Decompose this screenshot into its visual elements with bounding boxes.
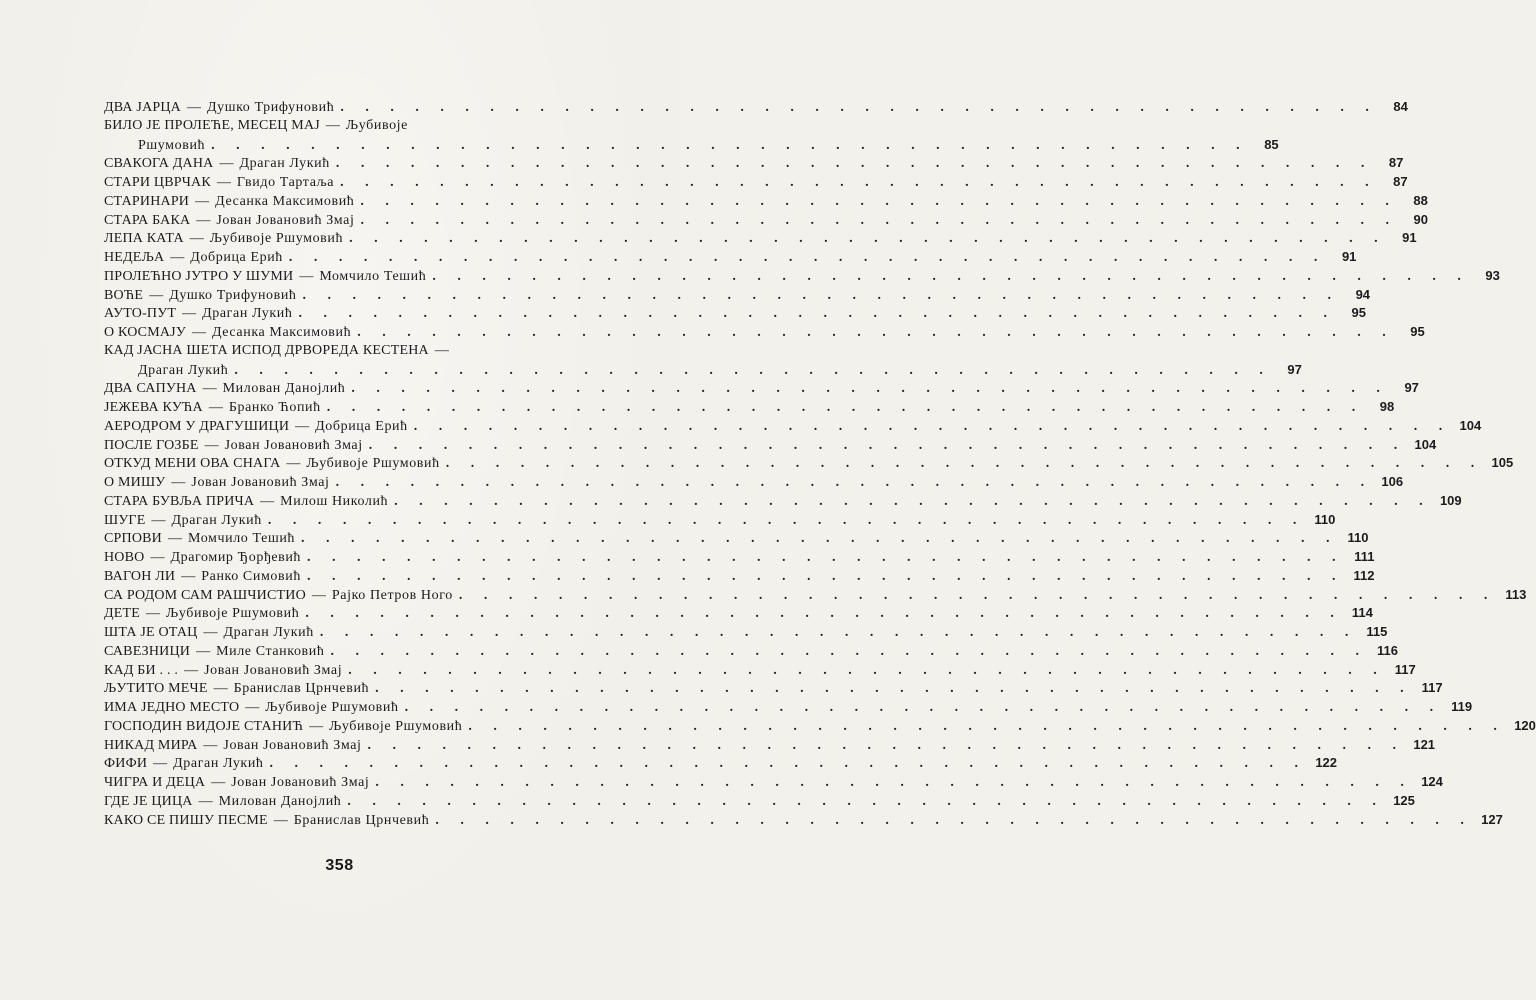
poem-title: ОТКУД МЕНИ ОВА СНАГА [104, 456, 281, 472]
toc-entry [104, 229, 1417, 248]
poem-title: СА РОДОМ САМ РАШЧИСТИО [104, 587, 306, 603]
toc-page-number: 95 [1410, 324, 1425, 339]
toc-page-number: 90 [1413, 211, 1428, 227]
poem-title: О МИШУ [104, 475, 166, 490]
dot-leader: . . . . . . . . . . . . . . . . . . . . . . . . . . . . . . . . . . . . . . . . . . [375, 681, 1413, 697]
poem-author: Љубивоје Ршумовић [209, 231, 344, 247]
dot-leader: . . . . . . . . . . . . . . . . . . . . . . . . . . . . . . . . . . . . . . . . . . [288, 250, 1327, 265]
poem-author: Ранко Симовић [201, 568, 301, 584]
poem-author: Душко Трифуновић [206, 100, 335, 115]
poem-title: НОВО [104, 550, 145, 565]
toc-entry-title-line [104, 530, 295, 549]
dot-leader: . . . . . . . . . . . . . . . . . . . . . . . . . . . . . . . . . . . . . . . . . . [404, 700, 1443, 715]
toc-page-number: 116 [1376, 642, 1398, 658]
poem-title: ВАГОН ЛИ [104, 568, 176, 584]
toc-entry [104, 454, 1514, 473]
poem-author: Гвидо Тартаља [236, 175, 335, 190]
toc-page-number: 84 [1393, 99, 1408, 114]
poem-author: Љубивоје Ршумовић [306, 456, 440, 472]
toc-entry [104, 379, 1419, 398]
title-author-dash: — [153, 756, 168, 772]
toc-entry-title-line [104, 605, 299, 624]
poem-author: Десанка Максимовић [211, 325, 352, 340]
title-author-dash: — [171, 475, 186, 490]
title-author-dash: — [204, 437, 219, 453]
toc-entry [104, 267, 1500, 286]
poem-title: НИКАД МИРА [104, 737, 198, 753]
toc-page-number: 94 [1355, 286, 1371, 302]
poem-title: КАД ЈАСНА ШЕТА ИСПОД ДРВОРЕДА КЕСТЕНА [104, 342, 429, 358]
toc-entry-title-line [104, 380, 345, 399]
toc-entry [104, 304, 1366, 323]
dot-leader: . . . . . . . . . . . . . . . . . . . . . . . . . . . . . . . . . . . . . . . . . . [357, 325, 1395, 340]
toc-entry-title-line [104, 793, 341, 812]
toc-entry [104, 773, 1443, 792]
toc-page-number: 122 [1315, 755, 1338, 771]
poem-author: Драган Лукић [202, 306, 293, 322]
toc-entry [104, 248, 1357, 267]
toc-page-number: 85 [1264, 136, 1279, 152]
poem-title: КАКО СЕ ПИШУ ПЕСМЕ [104, 812, 268, 828]
toc-entry-continuation [104, 361, 1302, 380]
title-author-dash: — [186, 100, 201, 115]
toc-entry [104, 492, 1462, 511]
title-author-dash: — [182, 306, 197, 322]
poem-title: СТАРИНАРИ [104, 193, 190, 209]
poem-author: Љубивоје Ршумовић [329, 718, 463, 734]
title-author-dash: — [208, 400, 223, 415]
toc-page-number: 91 [1402, 230, 1417, 246]
toc-entry-title-line [104, 737, 362, 756]
toc-entry [104, 154, 1404, 173]
poem-title: ЈЕЖЕВА КУЋА [104, 400, 203, 415]
toc-entry [104, 511, 1336, 530]
title-author-dash: — [196, 643, 211, 659]
toc-page-number: 119 [1451, 699, 1473, 714]
poem-author: Јован Јовановић Змај [231, 775, 370, 790]
dot-leader: . . . . . . . . . . . . . . . . . . . . . . . . . . . . . . . . . . . . . . . . . . [269, 756, 1308, 772]
toc-entry [104, 98, 1408, 117]
toc-page-number: 91 [1341, 249, 1357, 264]
toc-entry-title-line [104, 587, 453, 606]
toc-page-number: 87 [1393, 174, 1408, 189]
toc-entry-title-line [104, 812, 429, 831]
dot-leader: . . . . . . . . . . . . . . . . . . . . . . . . . . . . . . . . . . . . . . . . . . [367, 737, 1406, 753]
title-author-dash: — [286, 456, 301, 472]
dot-leader: . . . . . . . . . . . . . . . . . . . . . . . . . . . . . . . . . . . . . . . . . . [445, 456, 1484, 472]
toc-entry [104, 661, 1416, 680]
toc-entry [104, 623, 1388, 642]
title-author-dash: — [219, 156, 234, 172]
poem-author: Јован Јовановић Змај [224, 437, 363, 453]
toc-entry [104, 323, 1425, 342]
dot-leader: . . . . . . . . . . . . . . . . . . . . . . . . . . . . . . . . . . . . . . . . . . [348, 662, 1386, 678]
title-author-dash: — [198, 793, 213, 809]
title-author-dash: — [170, 250, 185, 265]
toc-entry-title-line [104, 549, 301, 568]
toc-entry-title-line [104, 774, 369, 793]
poem-title: ПОСЛЕ ГОЗБЕ [104, 437, 199, 453]
toc-entry-title-line [104, 568, 301, 587]
toc-entry-title-line [104, 193, 354, 212]
toc-entry-title-line [104, 399, 321, 418]
toc-entry [104, 717, 1536, 736]
poem-author: Десанка Максимовић [215, 193, 355, 209]
toc-entry-title-line [104, 624, 314, 643]
dot-leader: . . . . . . . . . . . . . . . . . . . . . . . . . . . . . . . . . . . . . . . . . . [301, 531, 1339, 547]
toc-entry-title-line [104, 212, 354, 231]
dot-leader: . . . . . . . . . . . . . . . . . . . . . . . . . . . . . . . . . . . . . . . . . . [375, 775, 1413, 790]
toc-entry [104, 586, 1527, 605]
poem-title: ДВА САПУНА [104, 381, 197, 397]
toc-page-number: 106 [1381, 474, 1404, 489]
poem-title: СВАКОГА ДАНА [104, 156, 214, 172]
toc-entry-title-line [104, 437, 363, 456]
title-author-dash: — [245, 700, 260, 715]
toc-entry [104, 604, 1373, 623]
toc-entry [104, 679, 1443, 698]
dot-leader: . . . . . . . . . . . . . . . . . . . . . . . . . . . . . . . . . . . . . . . . . . [413, 418, 1452, 434]
dot-leader: . . . . . . . . . . . . . . . . . . . . . . . . . . . . . . . . . . . . . . . . . . [360, 212, 1398, 228]
title-author-dash: — [202, 381, 217, 397]
toc-entry-title-line [104, 718, 462, 737]
toc-entry-title-line [104, 680, 369, 699]
toc-entry [104, 211, 1428, 230]
dot-leader: . . . . . . . . . . . . . . . . . . . . . . . . . . . . . . . . . . . . . . . . . . [368, 437, 1407, 453]
poem-title: САВЕЗНИЦИ [104, 643, 191, 659]
poem-title: ДВА ЈАРЦА [104, 100, 181, 115]
poem-author: Драган Лукић [239, 156, 330, 172]
dot-leader: . . . . . . . . . . . . . . . . . . . . . . . . . . . . . . . . . . . . . . . . . . [458, 587, 1497, 603]
title-author-dash: — [273, 812, 288, 828]
poem-title: ЉУТИТО МЕЧЕ [104, 681, 208, 697]
toc-entry [104, 286, 1371, 305]
toc-page-number: 98 [1379, 399, 1395, 414]
poem-title: ШТА ЈЕ ОТАЦ [104, 625, 198, 640]
title-author-dash: — [203, 737, 218, 753]
toc-entry-title-line [104, 662, 342, 681]
toc-entry-title-line [104, 324, 351, 343]
dot-leader: . . . . . . . . . . . . . . . . . . . . . . . . . . . . . . . . . . . . . . . . . . [394, 493, 1432, 509]
toc-page-number: 120 [1514, 717, 1536, 733]
poem-author: Рајко Петров Ного [331, 587, 453, 603]
poem-author: Добрица Ерић [315, 418, 408, 434]
title-author-dash: — [189, 231, 204, 247]
toc-page-number: 104 [1414, 436, 1437, 452]
title-author-dash: — [211, 775, 226, 790]
toc-entry [104, 642, 1398, 661]
title-author-dash: — [295, 418, 310, 434]
dot-leader: . . . . . . . . . . . . . . . . . . . . . . . . . . . . . . . . . . . . . . . . . . [307, 550, 1345, 565]
poem-author: Јован Јовановић Змај [204, 662, 343, 678]
poem-title: КАД БИ . . . [104, 662, 179, 678]
toc-entry-title-line [104, 699, 399, 718]
poem-author: Добрица Ерић [190, 250, 283, 265]
toc-entry-title-line [104, 493, 388, 512]
toc-entry-title-line [104, 418, 408, 437]
toc-page-number: 104 [1459, 417, 1482, 433]
toc-entry-title-line [104, 512, 262, 531]
dot-leader: . . . . . . . . . . . . . . . . . . . . . . . . . . . . . . . . . . . . . . . . . . [435, 812, 1473, 828]
toc-page-number: 117 [1394, 661, 1416, 677]
poem-author: Момчило Тешић [188, 531, 296, 547]
poem-title: АУТО-ПУТ [104, 306, 177, 322]
poem-title: ДЕТЕ [104, 606, 141, 622]
title-author-dash: — [151, 512, 166, 528]
toc-page-number: 95 [1351, 305, 1366, 321]
poem-author: Бранислав Црнчевић [233, 681, 370, 697]
title-author-dash: — [149, 287, 164, 303]
table-of-contents [104, 98, 1536, 829]
dot-leader: . . . . . . . . . . . . . . . . . . . . . . . . . . . . . . . . . . . . . . . . . . [349, 231, 1387, 247]
poem-title: ИМА ЈЕДНО МЕСТО [104, 700, 240, 715]
toc-page-number: 115 [1366, 624, 1388, 639]
poem-author: Драгомир Ђорђевић [170, 550, 302, 565]
title-author-dash: — [434, 342, 449, 358]
poem-title: О КОСМАЈУ [104, 325, 186, 340]
dot-leader: . . . . . . . . . . . . . . . . . . . . . . . . . . . . . . . . . . . . . . . . . . [432, 268, 1470, 284]
toc-entry [104, 417, 1482, 436]
toc-entry [104, 117, 613, 136]
title-author-dash: — [203, 625, 218, 640]
poem-author: Миле Станковић [216, 643, 325, 659]
toc-page-number: 110 [1314, 511, 1336, 527]
toc-entry-title-line [104, 643, 324, 662]
toc-entry-title-line [104, 268, 426, 287]
poem-title: БИЛО ЈЕ ПРОЛЕЋЕ, МЕСЕЦ МАЈ [104, 117, 320, 133]
toc-page-number: 111 [1354, 549, 1375, 564]
toc-page-number: 87 [1388, 155, 1404, 171]
toc-entry [104, 342, 613, 361]
dot-leader: . . . . . . . . . . . . . . . . . . . . . . . . . . . . . . . . . . . . . . . . . . [305, 606, 1343, 622]
poem-author: Љубивоје [345, 117, 408, 133]
poem-author: Љубивоје Ршумовић [265, 700, 399, 715]
dot-leader: . . . . . . . . . . . . . . . . . . . . . . . . . . . . . . . . . . . . . . . . . . [211, 137, 1249, 153]
toc-page-number: 114 [1351, 605, 1373, 621]
poem-author: Љубивоје Ршумовић [166, 606, 300, 622]
poem-title: ФИФИ [104, 756, 148, 772]
poem-title: ЛЕПА КАТА [104, 231, 184, 247]
dot-leader: . . . . . . . . . . . . . . . . . . . . . . . . . . . . . . . . . . . . . . . . . . [306, 568, 1345, 584]
dot-leader: . . . . . . . . . . . . . . . . . . . . . . . . . . . . . . . . . . . . . . . . . . [330, 643, 1368, 659]
toc-entry [104, 398, 1395, 417]
toc-entry-title-line [104, 230, 343, 249]
toc-entry [104, 548, 1375, 567]
toc-entry [104, 192, 1428, 211]
toc-entry [104, 567, 1375, 586]
poem-author: Драган Лукић [173, 756, 264, 772]
dot-leader: . . . . . . . . . . . . . . . . . . . . . . . . . . . . . . . . . . . . . . . . . . [468, 718, 1506, 734]
dot-leader: . . . . . . . . . . . . . . . . . . . . . . . . . . . . . . . . . . . . . . . . . . [298, 306, 1336, 322]
toc-entry-title-line [104, 755, 264, 774]
title-author-dash: — [195, 193, 210, 209]
title-author-dash: — [216, 175, 231, 190]
poem-title: НЕДЕЉА [104, 250, 165, 265]
toc-entry [104, 529, 1369, 548]
title-author-dash: — [299, 268, 314, 284]
toc-entry [104, 473, 1404, 492]
poem-title: СТАРИ ЦВРЧАК [104, 175, 211, 190]
poem-title: СРПОВИ [104, 531, 162, 547]
toc-page-number: 125 [1393, 792, 1415, 808]
toc-page-number: 110 [1347, 530, 1369, 546]
toc-entry-title-line [104, 287, 297, 306]
toc-entry-title-line [104, 99, 334, 118]
poem-title: ПРОЛЕЋНО ЈУТРО У ШУМИ [104, 268, 294, 284]
poem-title: ЧИГРА И ДЕЦА [104, 775, 206, 790]
toc-page-number: 121 [1413, 736, 1436, 752]
poem-author: Ршумовић [138, 137, 206, 153]
title-author-dash: — [213, 681, 228, 697]
poem-author: Бранислав Црнчевић [293, 812, 430, 828]
poem-author: Драган Лукић [223, 625, 314, 640]
toc-entry [104, 698, 1473, 717]
poem-author: Драган Лукић [171, 512, 262, 528]
dot-leader: . . . . . . . . . . . . . . . . . . . . . . . . . . . . . . . . . . . . . . . . . . [302, 287, 1341, 303]
toc-page-number: 88 [1413, 192, 1428, 208]
page-number: 358 [325, 857, 354, 874]
title-author-dash: — [184, 662, 199, 678]
toc-entry-title-line [104, 342, 455, 361]
title-author-dash: — [181, 568, 196, 584]
title-author-dash: — [309, 718, 324, 734]
toc-entry-title-line [104, 117, 408, 136]
toc-entry-continuation [104, 136, 1279, 155]
toc-entry [104, 436, 1437, 455]
poem-author: Јован Јовановић Змај [216, 212, 355, 228]
poem-title: ГОСПОДИН ВИДОЈЕ СТАНИЋ [104, 718, 304, 734]
toc-page-number: 109 [1439, 492, 1462, 508]
title-author-dash: — [196, 212, 211, 228]
title-author-dash: — [260, 493, 275, 509]
toc-entry-title-line [104, 474, 330, 493]
toc-entry-title-line [104, 455, 440, 474]
dot-leader: . . . . . . . . . . . . . . . . . . . . . . . . . . . . . . . . . . . . . . . . . . [326, 400, 1365, 415]
toc-page-number: 97 [1287, 361, 1302, 377]
title-author-dash: — [168, 531, 182, 547]
toc-entry-title-line [104, 155, 330, 174]
poem-title: СТАРА БУВЉА ПРИЧА [104, 493, 255, 509]
poem-author: Бранко Ћопић [228, 400, 321, 415]
title-author-dash: — [325, 117, 340, 133]
toc-page-number: 112 [1353, 567, 1375, 583]
poem-author: Момчило Тешић [319, 268, 427, 284]
dot-leader: . . . . . . . . . . . . . . . . . . . . . . . . . . . . . . . . . . . . . . . . . . [340, 175, 1378, 190]
dot-leader: . . . . . . . . . . . . . . . . . . . . . . . . . . . . . . . . . . . . . . . . . . [335, 156, 1374, 172]
dot-leader: . . . . . . . . . . . . . . . . . . . . . . . . . . . . . . . . . . . . . . . . . . [347, 793, 1385, 809]
poem-author: Милован Данојлић [222, 381, 346, 397]
dot-leader: . . . . . . . . . . . . . . . . . . . . . . . . . . . . . . . . . . . . . . . . . . [360, 193, 1398, 209]
poem-title: АЕРОДРОМ У ДРАГУШИЦИ [104, 418, 290, 434]
dot-leader: . . . . . . . . . . . . . . . . . . . . . . . . . . . . . . . . . . . . . . . . . . [335, 475, 1374, 490]
dot-leader: . . . . . . . . . . . . . . . . . . . . . . . . . . . . . . . . . . . . . . . . . . [340, 100, 1378, 115]
toc-page-number: 93 [1485, 267, 1500, 283]
toc-page-number: 124 [1421, 774, 1443, 789]
title-author-dash: — [146, 606, 161, 622]
dot-leader: . . . . . . . . . . . . . . . . . . . . . . . . . . . . . . . . . . . . . . . . . . [234, 362, 1272, 378]
toc-page-number: 127 [1481, 811, 1503, 827]
title-author-dash: — [311, 587, 326, 603]
dot-leader: . . . . . . . . . . . . . . . . . . . . . . . . . . . . . . . . . . . . . . . . . . [267, 512, 1306, 528]
poem-author: Јован Јовановић Змај [191, 475, 330, 490]
toc-entry [104, 754, 1338, 773]
toc-entry [104, 792, 1415, 811]
poem-author: Јован Јовановић Змај [223, 737, 362, 753]
poem-title: ШУГЕ [104, 512, 146, 528]
toc-entry-title-line [104, 305, 292, 324]
toc-page-number: 105 [1491, 455, 1514, 471]
poem-title: ВОЋЕ [104, 287, 144, 303]
poem-author: Милош Николић [280, 493, 389, 509]
dot-leader: . . . . . . . . . . . . . . . . . . . . . . . . . . . . . . . . . . . . . . . . . . [351, 381, 1389, 397]
poem-title: СТАРА БАКА [104, 212, 191, 228]
poem-title: ГДЕ ЈЕ ЦИЦА [104, 793, 193, 809]
poem-author: Драган Лукић [138, 362, 229, 378]
toc-page-number: 117 [1421, 680, 1443, 696]
toc-entry [104, 736, 1436, 755]
toc-page-number: 113 [1505, 586, 1527, 602]
toc-entry-title-line [104, 174, 334, 193]
poem-author: Душко Трифуновић [169, 287, 297, 303]
toc-entry [104, 173, 1408, 192]
title-author-dash: — [191, 325, 206, 340]
title-author-dash: — [150, 550, 165, 565]
toc-page-number: 97 [1404, 380, 1419, 396]
poem-author: Милован Данојлић [218, 793, 342, 809]
toc-entry [104, 811, 1503, 830]
dot-leader: . . . . . . . . . . . . . . . . . . . . . . . . . . . . . . . . . . . . . . . . . . [319, 625, 1358, 640]
toc-entry-title-line [104, 249, 283, 268]
